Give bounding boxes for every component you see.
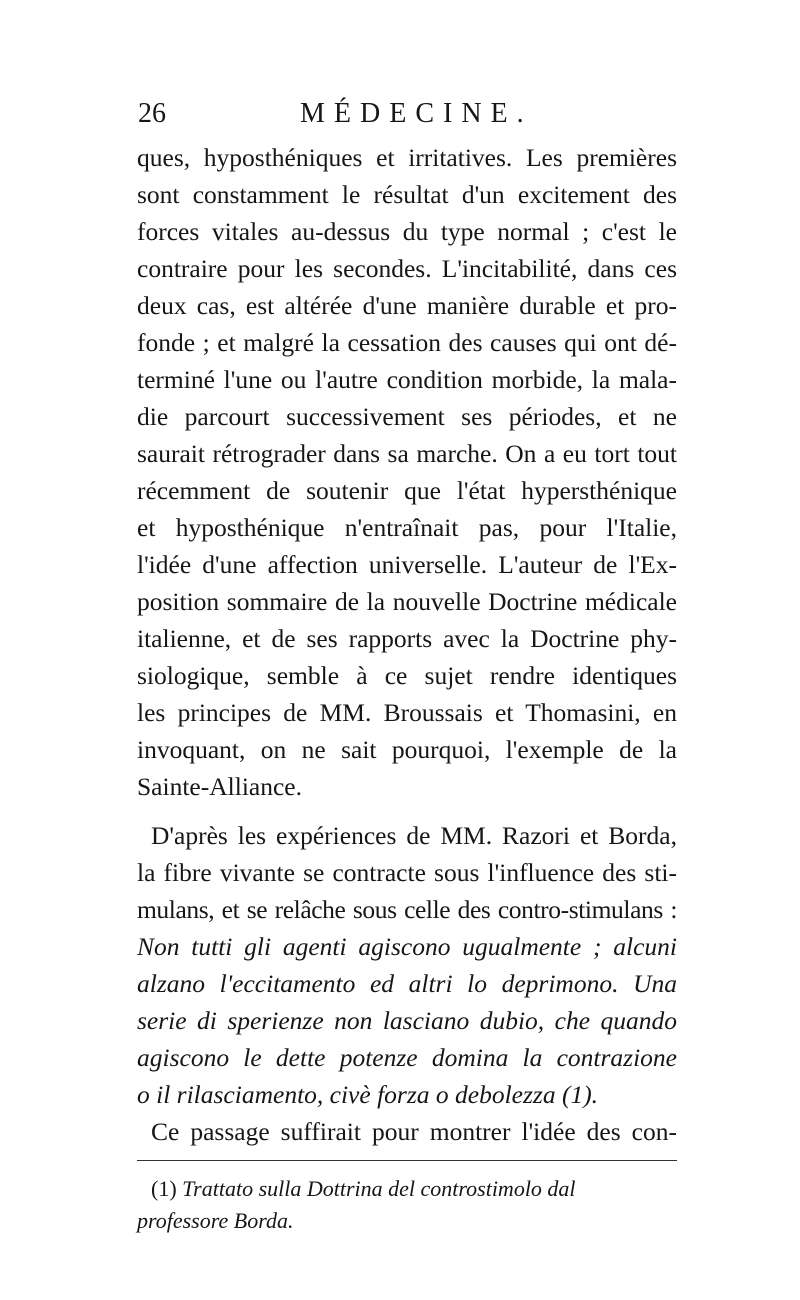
running-head: MÉDECINE.	[300, 98, 533, 129]
body-line: et hyposthénique n'entraînait pas, pour l'Italie,	[137, 513, 677, 542]
body-line: l'idée d'une affection universelle. L'auteur de l'Ex-	[137, 550, 677, 579]
body-line: invoquant, on ne sait pourquoi, l'exemple de la	[137, 735, 677, 764]
footnote-text: Trattato sulla Dottrina del controstimolo dal	[182, 1176, 576, 1201]
body-line: mulans, et se relâche sous celle des contro-stimulans :	[137, 895, 677, 924]
body-line: les principes de MM. Broussais et Thomasini, en	[137, 698, 677, 727]
italic-quote-line: alzano l'eccitamento ed altri lo deprimono. Una	[137, 969, 677, 998]
body-line: la fibre vivante se contracte sous l'influence des sti-	[137, 858, 677, 887]
italic-quote-line: agiscono le dette potenze domina la contrazione	[137, 1043, 677, 1072]
body-line: Ce passage suffirait pour montrer l'idée des con-	[151, 1117, 677, 1146]
italic-quote-line: serie di sperienze non lasciano dubio, che quando	[137, 1006, 677, 1035]
body-line: siologique, semble à ce sujet rendre identiques	[137, 661, 677, 690]
page-number: 26	[138, 98, 166, 129]
body-line: fonde ; et malgré la cessation des causes qui ont dé-	[137, 328, 677, 357]
body-line: terminé l'une ou l'autre condition morbide, la mala-	[137, 365, 677, 394]
body-line: sont constamment le résultat d'un excitement des	[137, 180, 677, 209]
footnote-line	[151, 1174, 576, 1204]
body-line: récemment de soutenir que l'état hypersthénique	[137, 476, 677, 505]
body-line: contraire pour les secondes. L'incitabilité, dans ces	[137, 254, 677, 283]
body-line: forces vitales au-dessus du type normal ; c'est le	[137, 217, 677, 246]
body-line: D'après les expériences de MM. Razori et Borda,	[151, 821, 677, 850]
italic-quote-line: o il rilasciamento, civè forza o debolezza (1).	[137, 1080, 599, 1109]
body-line: ques, hyposthéniques et irritatives. Les premières	[137, 143, 677, 172]
italic-quote-line: Non tutti gli agenti agiscono ugualmente ; alcuni	[137, 932, 677, 961]
body-line: position sommaire de la nouvelle Doctrine médicale	[137, 587, 677, 616]
body-line: italienne, et de ses rapports avec la Doctrine phy-	[137, 624, 677, 653]
body-line: Sainte-Alliance.	[137, 772, 302, 801]
footnote-rule	[137, 1160, 677, 1161]
footnote-line: professore Borda.	[137, 1208, 294, 1233]
body-line: saurait rétrograder dans sa marche. On a eu tort tout	[137, 439, 677, 468]
body-line: deux cas, est altérée d'une manière durable et pro-	[137, 291, 677, 320]
footnote-marker: (1)	[151, 1176, 177, 1201]
body-line: die parcourt successivement ses périodes, et ne	[137, 402, 677, 431]
